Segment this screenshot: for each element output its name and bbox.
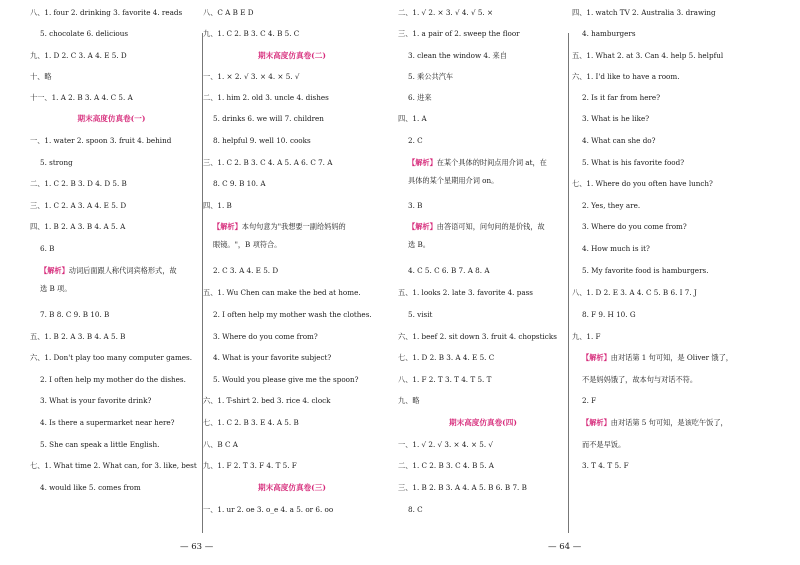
column-divider xyxy=(202,33,203,533)
answer-line: 五、1. What 2. at 3. Can 4. help 5. helpful xyxy=(572,51,724,60)
answer-line: 5. visit xyxy=(408,310,433,319)
answer-line: 二、1. C 2. B 3. C 4. B 5. A xyxy=(398,461,494,470)
analysis-tag: 【解析】 xyxy=(40,266,69,275)
answer-line: 不是妈妈饿了，故本句与对话不符。 xyxy=(582,375,698,384)
answer-line: 2. Is it far from here? xyxy=(582,93,661,102)
answer-line: 七、1. D 2. B 3. A 4. E 5. C xyxy=(398,353,495,362)
answer-line: 六、1. Don't play too many computer games. xyxy=(30,353,193,362)
answer-line: 选 B。 xyxy=(408,240,430,249)
answer-line: 十一、1. A 2. B 3. A 4. C 5. A xyxy=(30,93,133,102)
answer-line: 3. What is your favorite drink? xyxy=(40,396,152,405)
answer-line: 4. How much is it? xyxy=(582,244,650,253)
answer-line: 二、1. C 2. B 3. D 4. D 5. B xyxy=(30,179,127,188)
answer-line: 6. 进来 xyxy=(408,93,432,102)
section-heading: 期末高度仿真卷(三) xyxy=(258,483,326,492)
answer-line: 八、C A B E D xyxy=(203,8,254,17)
answer-line: 4. C 5. C 6. B 7. A 8. A xyxy=(408,266,490,275)
answer-line: 一、1. ur 2. oe 3. o_e 4. a 5. or 6. oo xyxy=(203,505,334,514)
answer-line: 2. F xyxy=(582,396,597,405)
explanation-text: 本句句意为"我想要一副给妈妈的 xyxy=(241,222,346,231)
answer-line: 八、1. F 2. T 3. T 4. T 5. T xyxy=(398,375,492,384)
answer-line: 五、1. Wu Chen can make the bed at home. xyxy=(203,288,361,297)
answer-line: 5. My favorite food is hamburgers. xyxy=(582,266,709,275)
answer-line: 3. B xyxy=(408,201,423,210)
answer-line: 5. strong xyxy=(40,158,73,167)
answer-line: 选 B 项。 xyxy=(40,284,72,293)
explanation-text: 由对话第 1 句可知，是 Oliver 饿了， xyxy=(610,353,733,362)
page-number-left: — 63 — xyxy=(180,542,214,552)
answer-line: 三、1. C 2. A 3. A 4. E 5. D xyxy=(30,201,127,210)
answer-line: 4. What is your favorite subject? xyxy=(213,353,332,362)
answer-line: 四、1. B 2. A 3. B 4. A 5. A xyxy=(30,222,126,231)
analysis-tag: 【解析】 xyxy=(582,418,611,427)
answer-line: 眼镜。"，B 项符合。 xyxy=(213,240,282,249)
section-heading: 期末高度仿真卷(四) xyxy=(449,418,517,427)
answer-line: 二、1. him 2. old 3. uncle 4. dishes xyxy=(203,93,329,102)
explanation-line xyxy=(408,158,547,168)
explanation-text: 由答语可知，问句问的是价钱，故 xyxy=(436,222,545,231)
answer-line: 四、1. watch TV 2. Australia 3. drawing xyxy=(572,8,716,17)
answer-line: 5. 乘公共汽车 xyxy=(408,72,454,81)
answer-line: 一、1. × 2. √ 3. × 4. × 5. √ xyxy=(203,72,300,81)
answer-line: 九、1. F 2. T 3. F 4. T 5. F xyxy=(203,461,297,470)
answer-line: 三、1. a pair of 2. sweep the floor xyxy=(398,29,520,38)
answer-line: 三、1. C 2. B 3. C 4. A 5. A 6. C 7. A xyxy=(203,158,333,167)
answer-line: 3. Where do you come from? xyxy=(213,332,318,341)
answer-line: 八、1. four 2. drinking 3. favorite 4. reads xyxy=(30,8,183,17)
answer-line: 5. What is his favorite food? xyxy=(582,158,685,167)
answer-line: 四、1. A xyxy=(398,114,427,123)
analysis-tag: 【解析】 xyxy=(582,353,611,362)
analysis-tag: 【解析】 xyxy=(408,158,437,167)
answer-line: 六、1. beef 2. sit down 3. fruit 4. chopsticks xyxy=(398,332,557,341)
answer-line: 三、1. B 2. B 3. A 4. A 5. B 6. B 7. B xyxy=(398,483,527,492)
answer-line: 2. Yes, they are. xyxy=(582,201,641,210)
answer-line: 5. chocolate 6. delicious xyxy=(40,29,129,38)
answer-line: 4. hamburgers xyxy=(582,29,636,38)
answer-line: 五、1. looks 2. late 3. favorite 4. pass xyxy=(398,288,533,297)
answer-line: 五、1. B 2. A 3. B 4. A 5. B xyxy=(30,332,126,341)
answer-line: 8. helpful 9. well 10. cooks xyxy=(213,136,311,145)
answer-line: 十、略 xyxy=(30,72,52,81)
page-number-right: — 64 — xyxy=(548,542,582,552)
answer-line: 2. I often help my mother do the dishes. xyxy=(40,375,186,384)
explanation-line xyxy=(213,222,346,232)
answer-line: 8. C xyxy=(408,505,423,514)
answer-line: 一、1. water 2. spoon 3. fruit 4. behind xyxy=(30,136,172,145)
answer-line: 九、1. C 2. B 3. C 4. B 5. C xyxy=(203,29,300,38)
answer-line: 2. C xyxy=(408,136,423,145)
answer-line: 5. drinks 6. we will 7. children xyxy=(213,114,324,123)
answer-line: 七、1. C 2. B 3. E 4. A 5. B xyxy=(203,418,299,427)
answer-line: 一、1. √ 2. √ 3. × 4. × 5. √ xyxy=(398,440,494,449)
answer-line: 3. Where do you come from? xyxy=(582,222,687,231)
answer-line: 5. She can speak a little English. xyxy=(40,440,160,449)
answer-line: 2. C 3. A 4. E 5. D xyxy=(213,266,279,275)
answer-line: 3. clean the window 4. 来自 xyxy=(408,51,507,60)
explanation-line xyxy=(40,266,177,276)
answer-line: 4. Is there a supermarket near here? xyxy=(40,418,175,427)
column-divider xyxy=(568,33,569,533)
answer-line: 7. B 8. C 9. B 10. B xyxy=(40,310,110,319)
explanation-line xyxy=(582,418,728,428)
answer-line: 八、B C A xyxy=(203,440,238,449)
answer-line: 4. What can she do? xyxy=(582,136,656,145)
section-heading: 期末高度仿真卷(一) xyxy=(77,114,146,123)
answer-line: 8. F 9. H 10. G xyxy=(582,310,636,319)
answer-line: 六、1. I'd like to have a room. xyxy=(572,72,680,81)
explanation-line xyxy=(408,222,545,232)
section-heading: 期末高度仿真卷(二) xyxy=(258,51,326,60)
answer-line: 4. would like 5. comes from xyxy=(40,483,141,492)
answer-line: 九、略 xyxy=(398,396,420,405)
explanation-line xyxy=(582,353,733,363)
answer-line: 3. What is he like? xyxy=(582,114,650,123)
answer-line: 5. Would you please give me the spoon? xyxy=(213,375,359,384)
explanation-text: 在某个具体的时间点用介词 at，在 xyxy=(436,158,547,167)
analysis-tag: 【解析】 xyxy=(213,222,242,231)
answer-line: 七、1. Where do you often have lunch? xyxy=(572,179,713,188)
answer-line: 二、1. √ 2. × 3. √ 4. √ 5. × xyxy=(398,8,494,17)
answer-line: 具体的某个星期用介词 on。 xyxy=(408,176,499,185)
analysis-tag: 【解析】 xyxy=(408,222,437,231)
explanation-text: 动词后面跟人称代词宾格形式，故 xyxy=(68,266,177,275)
answer-line: 七、1. What time 2. What can, for 3. like, best xyxy=(30,461,197,470)
answer-line: 九、1. D 2. C 3. A 4. E 5. D xyxy=(30,51,127,60)
answer-line: 而不是早饭。 xyxy=(582,440,626,449)
answer-line: 八、1. D 2. E 3. A 4. C 5. B 6. I 7. J xyxy=(572,288,697,297)
explanation-text: 由对话第 5 句可知，是该吃午饭了， xyxy=(610,418,728,427)
answer-line: 8. C 9. B 10. A xyxy=(213,179,266,188)
answer-line: 四、1. B xyxy=(203,201,232,210)
answer-line: 九、1. F xyxy=(572,332,601,341)
answer-line: 2. I often help my mother wash the clothes. xyxy=(213,310,372,319)
answer-line: 3. T 4. T 5. F xyxy=(582,461,629,470)
answer-line: 6. B xyxy=(40,244,55,253)
answer-line: 六、1. T-shirt 2. bed 3. rice 4. clock xyxy=(203,396,331,405)
